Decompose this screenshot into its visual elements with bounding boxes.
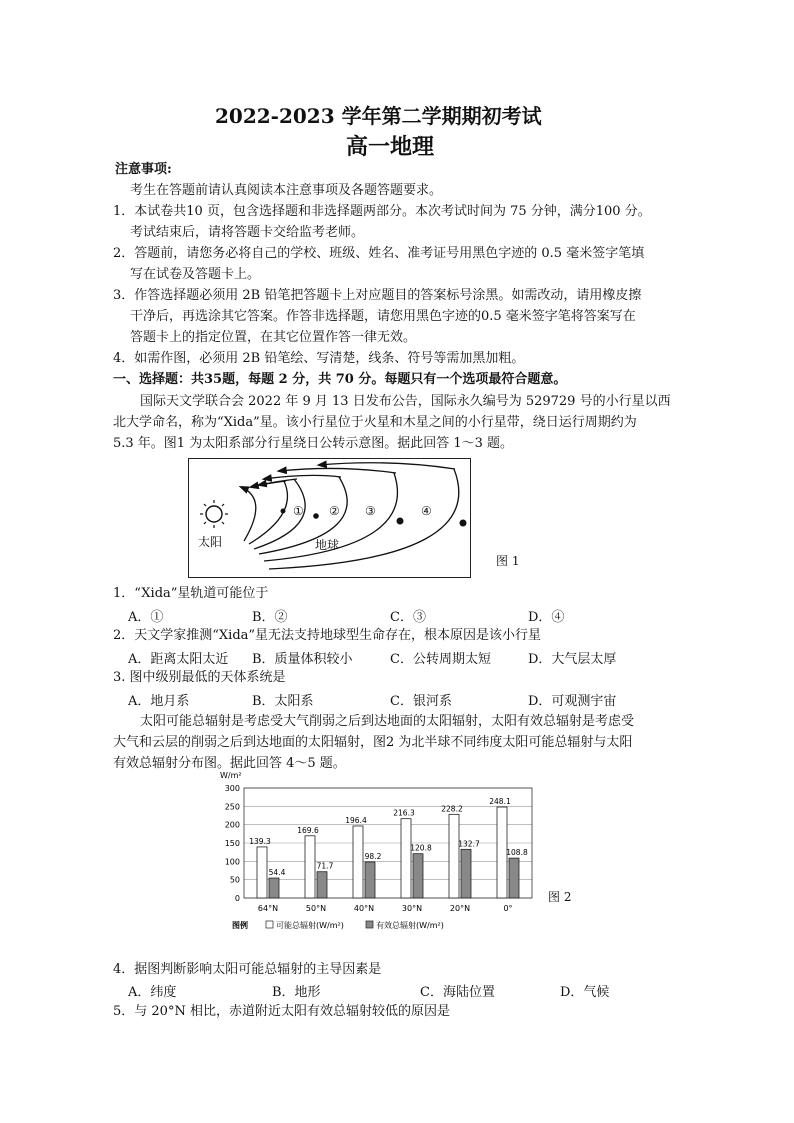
figure-1-solar-orbits (188, 458, 471, 578)
data-label: 98.2 (364, 851, 382, 861)
q4-option-a[interactable]: A．纬度 (128, 985, 177, 1000)
y-tick-label: 200 (224, 820, 240, 830)
sun-icon (200, 500, 228, 528)
passage2-line-3: 有效总辐射分布图。据此回答 4～5 题。 (113, 756, 346, 771)
q2-option-d[interactable]: D．大气层太厚 (528, 652, 617, 667)
passage2-line-1: 太阳可能总辐射是考虑受大气削弱之后到达地面的太阳辐射，太阳有效总辐射是考虑受 (140, 714, 635, 729)
section-heading: 一、选择题：共35题，每题 2 分，共 70 分。每题只有一个选项最符合题意。 (113, 372, 567, 387)
notice-item-3-line-3: 答题卡上的指定位置，在其它位置作答一律无效。 (130, 330, 417, 345)
notice-heading: 注意事项: (115, 162, 172, 177)
legend-label: 有效总辐射(W/m²) (376, 921, 444, 930)
notice-item-1-line-1: 1．本试卷共10 页，包含选择题和非选择题两部分。本次考试时间为 75 分钟，满分100 分。 (113, 204, 651, 219)
notice-item-1-line-2: 考试结束后，请将答题卡交给监考老师。 (130, 225, 365, 240)
notice-item-3-line-1: 3．作答选择题必须用 2B 铅笔把答题卡上对应题目的答案标号涂黑。如需改动，请用橡皮擦 (113, 288, 642, 303)
q1-option-b[interactable]: B．② (252, 610, 288, 625)
y-tick-label: 0 (234, 894, 240, 903)
x-tick-label: 0° (503, 904, 513, 913)
data-label: 216.3 (393, 808, 415, 818)
notice-item-4-line-1: 4．如需作图，必须用 2B 铅笔绘、写清楚，线条、符号等需加黑加粗。 (113, 351, 525, 366)
data-label: 196.4 (345, 815, 367, 825)
exam-title: 2022-2023 学年第二学期期初考试 (215, 104, 542, 128)
q1-option-a[interactable]: A．① (128, 610, 164, 625)
data-label: 71.7 (316, 861, 334, 871)
legend-swatch (366, 921, 373, 928)
bar-possible (353, 826, 363, 898)
figure-2-caption: 图 2 (548, 890, 572, 904)
data-label: 132.7 (458, 839, 480, 849)
orbit-label-1: ① (293, 504, 304, 518)
legend-title: 图例 (232, 921, 248, 930)
notice-item-2-line-2: 写在试卷及答题卡上。 (130, 267, 261, 282)
notice-item-2-line-1: 2．答题前，请您务必将自己的学校、班级、姓名、准考证号用黑色字迹的 0.5 毫米签字笔填 (113, 246, 645, 261)
question-5-stem: 5．与 20°N 相比，赤道附近太阳有效总辐射较低的原因是 (113, 1004, 450, 1019)
data-label: 120.8 (410, 843, 432, 853)
question-4-stem: 4．据图判断影响太阳可能总辐射的主导因素是 (113, 962, 382, 977)
q2-option-c[interactable]: C．公转周期太短 (390, 652, 491, 667)
y-tick-label: 300 (224, 784, 240, 793)
bar-effective (461, 849, 471, 898)
q3-option-c[interactable]: C．银河系 (390, 694, 452, 709)
x-tick-label: 64°N (257, 904, 279, 913)
data-label: 54.4 (268, 868, 286, 878)
notice-intro: 考生在答题前请认真阅读本注意事项及各题答题要求。 (130, 183, 443, 198)
earth-label: 地球 (315, 538, 340, 552)
bar-effective (317, 872, 327, 898)
x-tick-label: 40°N (353, 904, 375, 913)
q1-option-c[interactable]: C．③ (390, 610, 426, 625)
notice-item-3-line-2: 干净后，再选涂其它答案。作答非选择题，请您用黑色字迹的0.5 毫米签字笔将答案写在 (130, 309, 636, 324)
bar-possible (257, 847, 267, 898)
bar-effective (269, 878, 279, 898)
orbit-label-4: ④ (421, 504, 432, 518)
data-label: 139.3 (249, 836, 271, 846)
x-tick-label: 50°N (305, 904, 327, 913)
q2-option-b[interactable]: B．质量体积较小 (252, 652, 353, 667)
question-2-stem: 2．天文学家推测“Xida”星无法支持地球型生命存在，根本原因是该小行星 (113, 628, 542, 643)
q3-option-b[interactable]: B．太阳系 (252, 694, 314, 709)
bar-possible (305, 836, 315, 898)
data-label: 108.8 (506, 848, 528, 858)
data-label: 248.1 (489, 797, 511, 807)
y-tick-label: 100 (224, 857, 240, 867)
sun-label: 太阳 (198, 535, 223, 549)
passage1-line-3: 5.3 年。图1 为太阳系部分行星绕日公转示意图。据此回答 1～3 题。 (113, 436, 514, 451)
q3-option-d[interactable]: D．可观测宇宙 (528, 694, 617, 709)
y-axis-unit: W/m² (220, 771, 242, 780)
y-tick-label: 250 (224, 802, 240, 812)
question-1-stem: 1．“Xida”星轨道可能位于 (113, 586, 269, 601)
figure-1-caption: 图 1 (496, 554, 520, 568)
bar-possible (401, 819, 411, 898)
bar-effective (413, 854, 423, 898)
x-tick-label: 20°N (449, 904, 471, 913)
figure-2-radiation-chart (218, 768, 538, 938)
bar-effective (509, 858, 519, 898)
q2-option-a[interactable]: A．距离太阳太近 (128, 652, 229, 667)
q3-option-a[interactable]: A．地月系 (128, 694, 190, 709)
q4-option-c[interactable]: C．海陆位置 (420, 985, 495, 1000)
q4-option-d[interactable]: D．气候 (560, 985, 610, 1000)
q4-option-b[interactable]: B．地形 (272, 985, 321, 1000)
legend-swatch (266, 921, 273, 928)
subject-title: 高一地理 (346, 134, 435, 160)
y-tick-label: 50 (229, 875, 240, 885)
bar-possible (449, 814, 459, 898)
legend-label: 可能总辐射(W/m²) (276, 921, 344, 930)
orbit-diagram (189, 459, 472, 579)
passage2-line-2: 大气和云层的削弱之后到达地面的太阳辐射，图2 为北半球不同纬度太阳可能总辐射与太阳 (113, 735, 633, 750)
orbit-label-3: ③ (365, 504, 376, 518)
passage1-line-1: 国际天文学联合会 2022 年 9 月 13 日发布公告，国际永久编号为 529729 号的小行星以西 (140, 394, 671, 409)
passage1-line-2: 北大学命名，称为“Xida”星。该小行星位于火星和木星之间的小行星带，绕日运行周期约为 (113, 415, 637, 430)
radiation-bar-chart (218, 768, 538, 938)
orbit-label-2: ② (329, 504, 340, 518)
q1-option-d[interactable]: D．④ (528, 610, 565, 625)
question-3-stem: 3. 图中级别最低的天体系统是 (113, 670, 286, 685)
data-label: 169.6 (297, 825, 319, 835)
bar-effective (365, 862, 375, 898)
x-tick-label: 30°N (401, 904, 423, 913)
data-label: 228.2 (441, 804, 463, 814)
y-tick-label: 150 (224, 839, 240, 848)
